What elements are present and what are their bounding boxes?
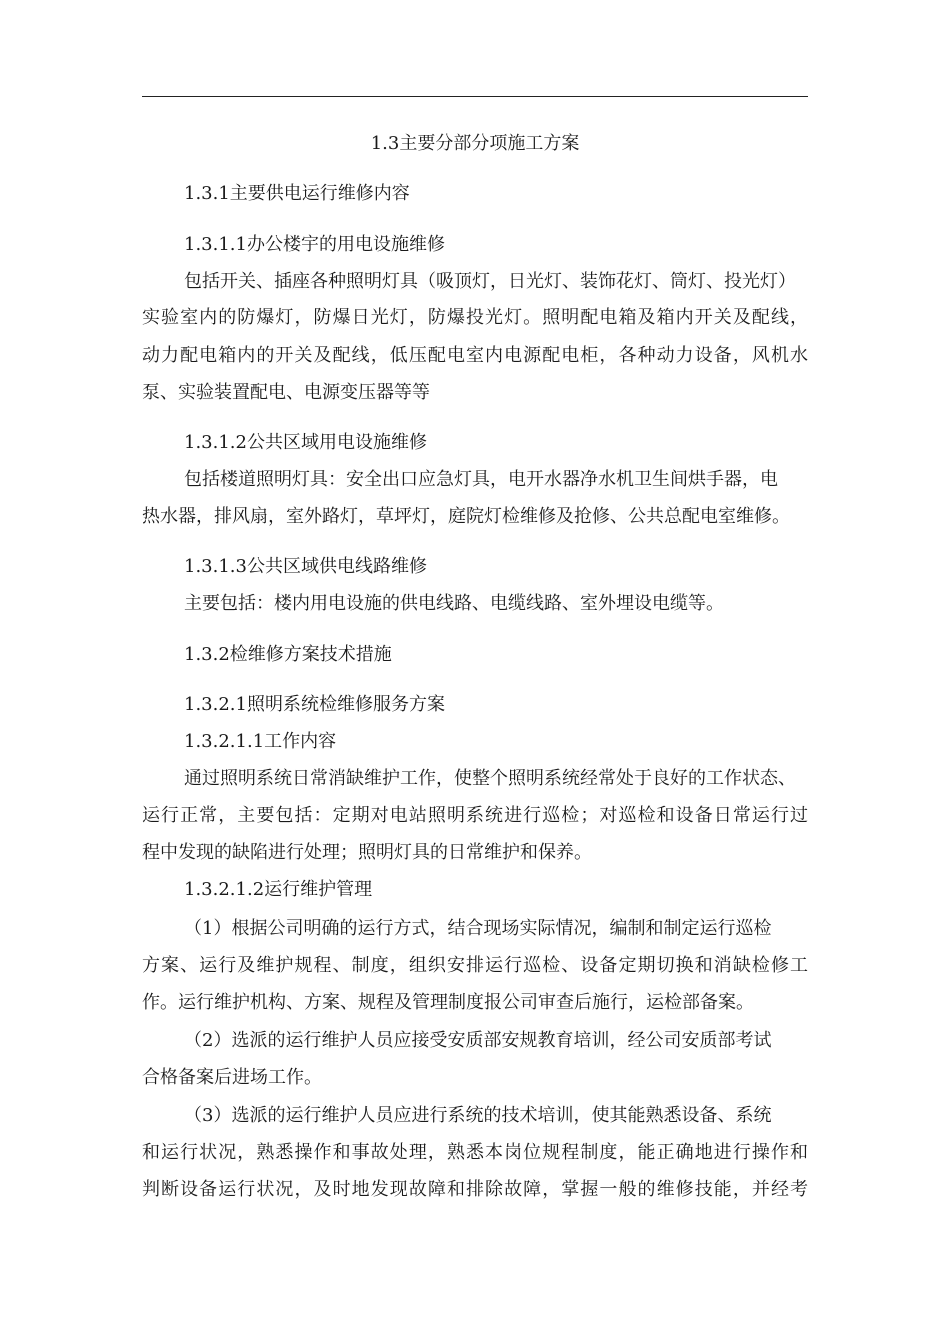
paragraph-line: 包括开关、插座各种照明灯具（吸顶灯，日光灯、装饰花灯、筒灯、投光灯） bbox=[184, 271, 796, 292]
paragraph-line: （3）选派的运行维护人员应进行系统的技术培训，使其能熟悉设备、系统 bbox=[184, 1105, 772, 1126]
paragraph-line: 泵、实验装置配电、电源变压器等等 bbox=[142, 382, 430, 403]
heading-1-3-1-1: 1.3.1.1办公楼宇的用电设施维修 bbox=[184, 234, 445, 255]
paragraph-line: 判断设备运行状况，及时地发现故障和排除故障，掌握一般的维修技能，并经考 bbox=[142, 1179, 808, 1200]
section-title: 1.3主要分部分项施工方案 bbox=[370, 133, 580, 154]
paragraph-line: 通过照明系统日常消缺维护工作，使整个照明系统经常处于良好的工作状态、 bbox=[184, 768, 796, 789]
paragraph-line: 运行正常，主要包括：定期对电站照明系统进行巡检；对巡检和设备日常运行过 bbox=[142, 805, 808, 826]
paragraph-line: 方案、运行及维护规程、制度，组织安排运行巡检、设备定期切换和消缺检修工 bbox=[142, 955, 808, 976]
paragraph-line: （1）根据公司明确的运行方式，结合现场实际情况，编制和制定运行巡检 bbox=[184, 918, 772, 939]
paragraph-line: 和运行状况，熟悉操作和事故处理，熟悉本岗位规程制度，能正确地进行操作和 bbox=[142, 1142, 808, 1163]
paragraph-line: 实验室内的防爆灯，防爆日光灯，防爆投光灯。照明配电箱及箱内开关及配线， bbox=[142, 307, 808, 328]
heading-1-3-1: 1.3.1主要供电运行维修内容 bbox=[184, 183, 410, 204]
paragraph-line: 程中发现的缺陷进行处理；照明灯具的日常维护和保养。 bbox=[142, 842, 592, 863]
heading-1-3-2-1: 1.3.2.1照明系统检维修服务方案 bbox=[184, 694, 445, 715]
heading-1-3-1-3: 1.3.1.3公共区域供电线路维修 bbox=[184, 556, 427, 577]
header-rule bbox=[142, 96, 808, 97]
paragraph-line: 热水器，排风扇，室外路灯，草坪灯，庭院灯检维修及抢修、公共总配电室维修。 bbox=[142, 506, 790, 527]
heading-1-3-1-2: 1.3.1.2公共区域用电设施维修 bbox=[184, 432, 427, 453]
heading-1-3-2: 1.3.2检维修方案技术措施 bbox=[184, 644, 392, 665]
heading-1-3-2-1-1: 1.3.2.1.1工作内容 bbox=[184, 731, 337, 752]
paragraph-line: 作。运行维护机构、方案、规程及管理制度报公司审查后施行，运检部备案。 bbox=[142, 992, 754, 1013]
paragraph-line: （2）选派的运行维护人员应接受安质部安规教育培训，经公司安质部考试 bbox=[184, 1030, 772, 1051]
paragraph-line: 合格备案后进场工作。 bbox=[142, 1067, 322, 1088]
heading-1-3-2-1-2: 1.3.2.1.2运行维护管理 bbox=[184, 879, 373, 900]
paragraph-line: 包括楼道照明灯具：安全出口应急灯具，电开水器净水机卫生间烘手器，电 bbox=[184, 469, 778, 490]
paragraph-line: 动力配电箱内的开关及配线，低压配电室内电源配电柜，各种动力设备，风机水 bbox=[142, 345, 808, 366]
paragraph-line: 主要包括：楼内用电设施的供电线路、电缆线路、室外埋设电缆等。 bbox=[184, 593, 724, 614]
